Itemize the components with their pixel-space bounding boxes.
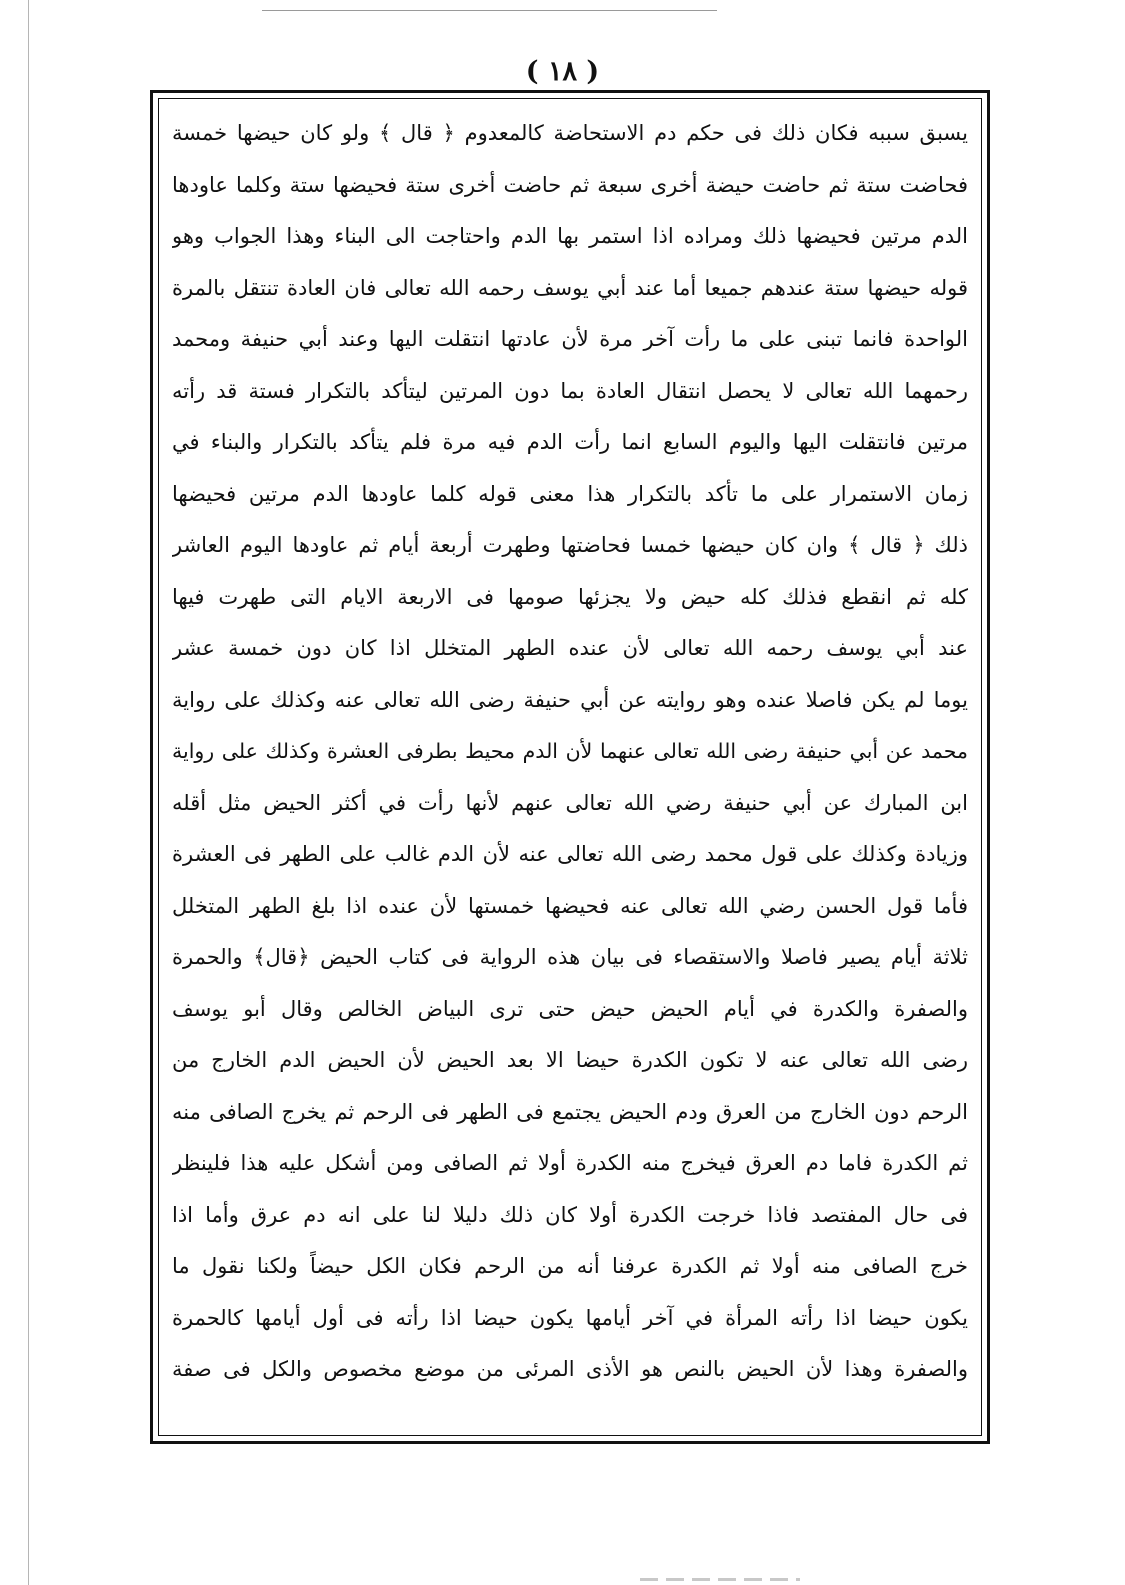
text-line: والصفرة وهذا لأن الحيض بالنص هو الأذى المرئى من موضع مخصوص والكل فى صفة (172, 1357, 968, 1381)
text-line: يكون حيضا اذا رأته المرأة في آخر أيامها يكون حيضا اذا رأته فى أول أيامها كالحمرة (172, 1305, 968, 1330)
text-line: خرج الصافى منه أولا ثم الكدرة عرفنا أنه من الرحم فكان الكل حيضاً ولكنا نقول ما (172, 1254, 968, 1278)
text-line: رحمهما الله تعالى لا يحصل انتقال العادة بما دون المرتين ليتأكد بالتكرار فستة قد رأته (172, 378, 968, 403)
text-line: قوله حيضها ستة عندهم جميعا أما عند أبي يوسف رحمه الله تعالى فان العادة تنتقل بالمرة (172, 275, 968, 300)
text-line: فى حال المفتصد فاذا خرجت الكدرة أولا كان ذلك دليلا لنا على انه دم عرق وأما اذا (172, 1202, 968, 1227)
text-line: الواحدة فانما تبنى على ما رأت آخر مرة لأن عادتها انتقلت اليها وعند أبي حنيفة ومحمد (172, 327, 968, 351)
body-text (172, 108, 968, 1396)
text-line: محمد عن أبي حنيفة رضى الله تعالى عنهما لأن الدم محيط بطرفى العشرة وكذلك على رواية (172, 739, 968, 763)
text-line: ثلاثة أيام يصير فاصلا والاستقصاء فى بيان هذه الرواية فى كتاب الحيض ﴿قال﴾ والحمرة (172, 945, 968, 969)
text-line: عند أبي يوسف رحمه الله تعالى لأن عنده الطهر المتخلل اذا كان دون خمسة عشر (172, 636, 968, 660)
text-line: يوما لم يكن فاصلا عنده وهو روايته عن أبي حنيفة رضى الله تعالى عنه وكذلك على رواية (172, 687, 968, 712)
text-line: مرتين فانتقلت اليها واليوم السابع انما رأت الدم فيه مرة فلم يتأكد بالتكرار والبناء في (172, 430, 968, 454)
scan-edge-line (28, 0, 29, 1585)
text-line: ابن المبارك عن أبي حنيفة رضي الله تعالى عنهم لأنها رأت في أكثر الحيض مثل أقله (172, 790, 968, 815)
text-line: زمان الاستمرار على ما تأكد بالتكرار هذا معنى قوله كلما عاودها الدم مرتين فحيضها (172, 481, 968, 506)
text-line: والصفرة والكدرة في أيام الحيض حيض حتى ترى البياض الخالص وقال أبو يوسف (172, 996, 968, 1021)
page-number: ( ١٨ ) (525, 56, 600, 87)
text-line: فأما قول الحسن رضي الله تعالى عنه فحيضها خمستها لأن عنده اذا بلغ الطهر المتخلل (172, 893, 968, 918)
text-line: وزيادة وكذلك على قول محمد رضى الله تعالى عنه لأن الدم غالب على الطهر فى العشرة (172, 842, 968, 866)
text-line: فحاضت ستة ثم حاضت حيضة أخرى سبعة ثم حاضت أخرى ستة فحيضها ستة وكلما عاودها (172, 172, 968, 197)
text-line: رضى الله تعالى عنه لا تكون الكدرة حيضا الا بعد الحيض لأن الحيض الدم الخارج من (172, 1048, 968, 1072)
bottom-scan-artifact (640, 1578, 800, 1581)
text-line: الدم مرتين فحيضها ذلك ومراده اذا استمر بها الدم واحتاجت الى البناء وهذا الجواب وهو (172, 224, 968, 248)
text-line: ثم الكدرة فاما دم العرق فيخرج منه الكدرة أولا ثم الصافى ومن أشكل عليه هذا فلينظر (172, 1151, 968, 1175)
text-line: يسبق سببه فكان ذلك فى حكم دم الاستحاضة كالمعدوم ﴿ قال ﴾ ولو كان حيضها خمسة (172, 121, 968, 145)
top-rule (262, 10, 717, 11)
text-line: كله ثم انقطع فذلك كله حيض ولا يجزئها صومها فى الاربعة الايام التى طهرت فيها (172, 584, 968, 609)
text-line: الرحم دون الخارج من العرق ودم الحيض يجتمع فى الطهر فى الرحم ثم يخرج الصافى منه (172, 1099, 968, 1124)
text-line: ذلك ﴿ قال ﴾ وان كان حيضها خمسا فحاضتها وطهرت أربعة أيام ثم عاودها اليوم العاشر (172, 533, 968, 557)
